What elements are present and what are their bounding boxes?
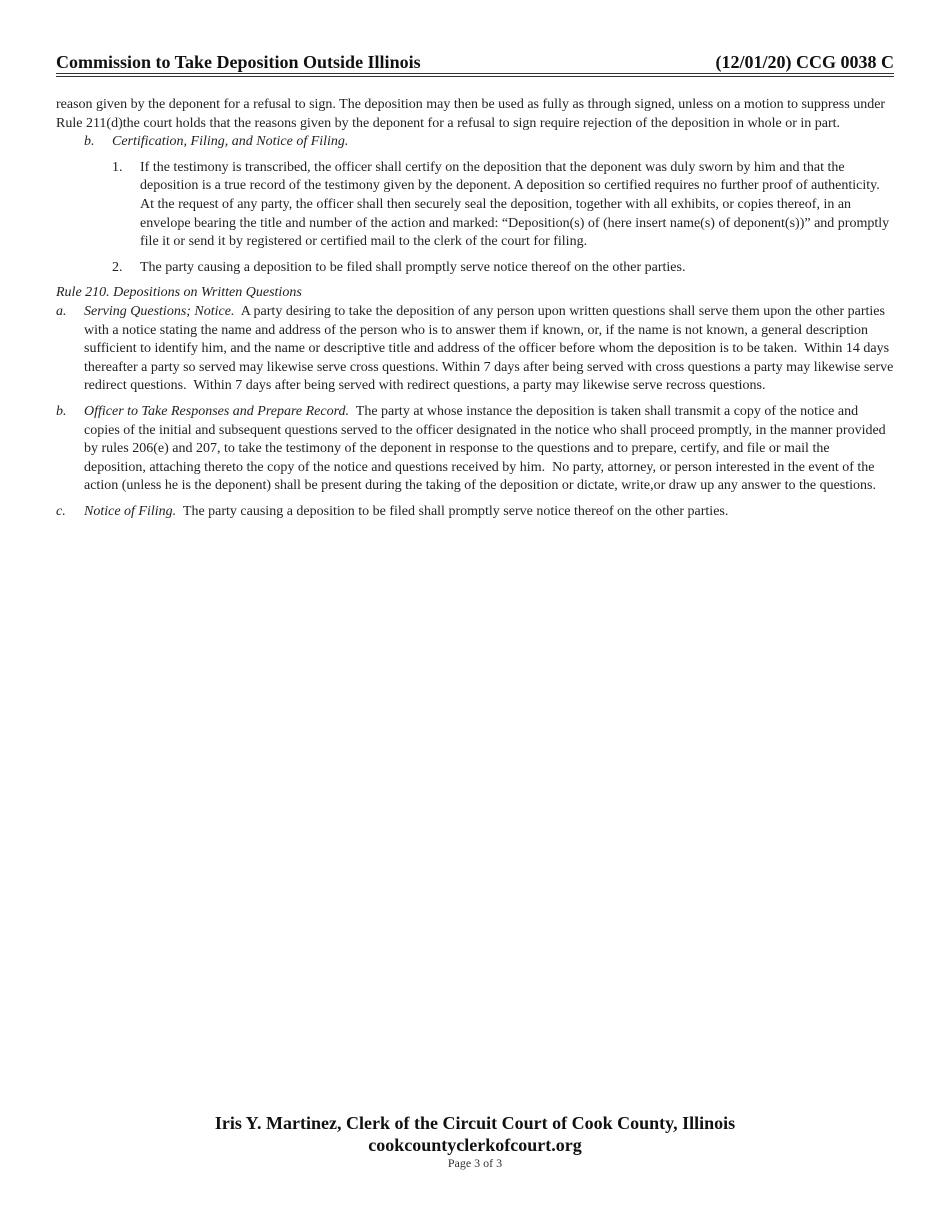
item-text: A party desiring to take the deposition of any person upon written questions shall serve them upon the other parties with a notice stating the name and address of the person who is to answer them if known, or, if the name is not known, a general description sufficient to identify him, and the name or descriptive title and address of the officer before whom the deposition is to be taken. Within 14 days thereafter a party so served may likewise serve cross questions. Within 7 days after being served with cross questions a party may likewise serve redirect questions. Within 7 days after being served with redirect questions, a party may likewise serve recross questions. (84, 303, 897, 394)
rule-210-heading: Rule 210. Depositions on Written Questions (56, 285, 302, 301)
item-body (84, 303, 897, 396)
rule-item-c (56, 503, 894, 522)
subsection-title: Certification, Filing, and Notice of Filing. (112, 134, 349, 150)
item-body (84, 403, 894, 496)
rule-item-a (56, 303, 897, 396)
numbered-item-1 (112, 159, 894, 252)
item-marker: a. (56, 303, 67, 319)
item-number: 2. (112, 259, 123, 275)
form-code: (12/01/20) CCG 0038 C (715, 52, 894, 72)
continued-paragraph: reason given by the deponent for a refusal to sign. The deposition may then be used as fully as through signed, unless on a motion to suppress under Rule 211(d)the court holds that the reasons given by the deponent for a refusal to sign require rejection of the deposition in whole or in part. (56, 97, 886, 131)
item-title: Notice of Filing. (84, 503, 177, 519)
subsection-b (84, 133, 894, 152)
item-text: If the testimony is transcribed, the officer shall certify on the deposition that the deponent was duly sworn by him and that the deposition is a true record of the testimony given by the deponent. A deposition so certified requires no further proof of authenticity. At the request of any party, the officer shall then securely seal the deposition, together with all exhibits, or copies thereof, in an envelope bearing the title and number of the action and marked: “Deposition(s) of (here insert name(s) of deponent(s))” and promptly file it or send it by registered or certified mail to the clerk of the court for filing. (140, 159, 890, 250)
page-footer (0, 1112, 950, 1170)
item-body (84, 503, 728, 522)
item-number: 1. (112, 159, 123, 175)
item-marker: b. (56, 403, 67, 419)
item-text: The party causing a deposition to be filed shall promptly serve notice thereof on the other parties. (176, 503, 729, 519)
item-text: The party causing a deposition to be filed shall promptly serve notice thereof on the other parties. (140, 259, 686, 275)
page-number: Page 3 of 3 (447, 1156, 503, 1170)
item-title: Serving Questions; Notice. (84, 303, 235, 319)
subsection-marker: b. (84, 134, 95, 150)
item-text: The party at whose instance the deposition is taken shall transmit a copy of the notice and copies of the initial and subsequent questions served to the officer designated in the notice who shall proceed promptly, in the manner provided by rules 206(e) and 207, to take the testimony of the deponent in response to the questions and to prepare, certify, and file or mail the deposition, attaching thereto the copy of the notice and questions received by him. No party, attorney, or person interested in the event of the action (unless he is the deponent) shall be present during the taking of the deposition or dictate, write,or draw up any answer to the questions. (84, 403, 890, 494)
header-rule-top (56, 73, 894, 74)
header-rule-bottom (56, 76, 894, 77)
clerk-website: cookcountyclerkofcourt.org (368, 1135, 582, 1155)
item-title: Officer to Take Responses and Prepare Record. (84, 403, 350, 419)
clerk-name: Iris Y. Martinez, Clerk of the Circuit Court of Cook County, Illinois (214, 1113, 736, 1133)
numbered-item-2 (112, 259, 894, 278)
item-marker: c. (56, 503, 66, 519)
document-body (56, 96, 897, 528)
page-header (56, 52, 894, 73)
form-title: Commission to Take Deposition Outside Illinois (56, 52, 421, 72)
rule-item-b (56, 403, 894, 496)
